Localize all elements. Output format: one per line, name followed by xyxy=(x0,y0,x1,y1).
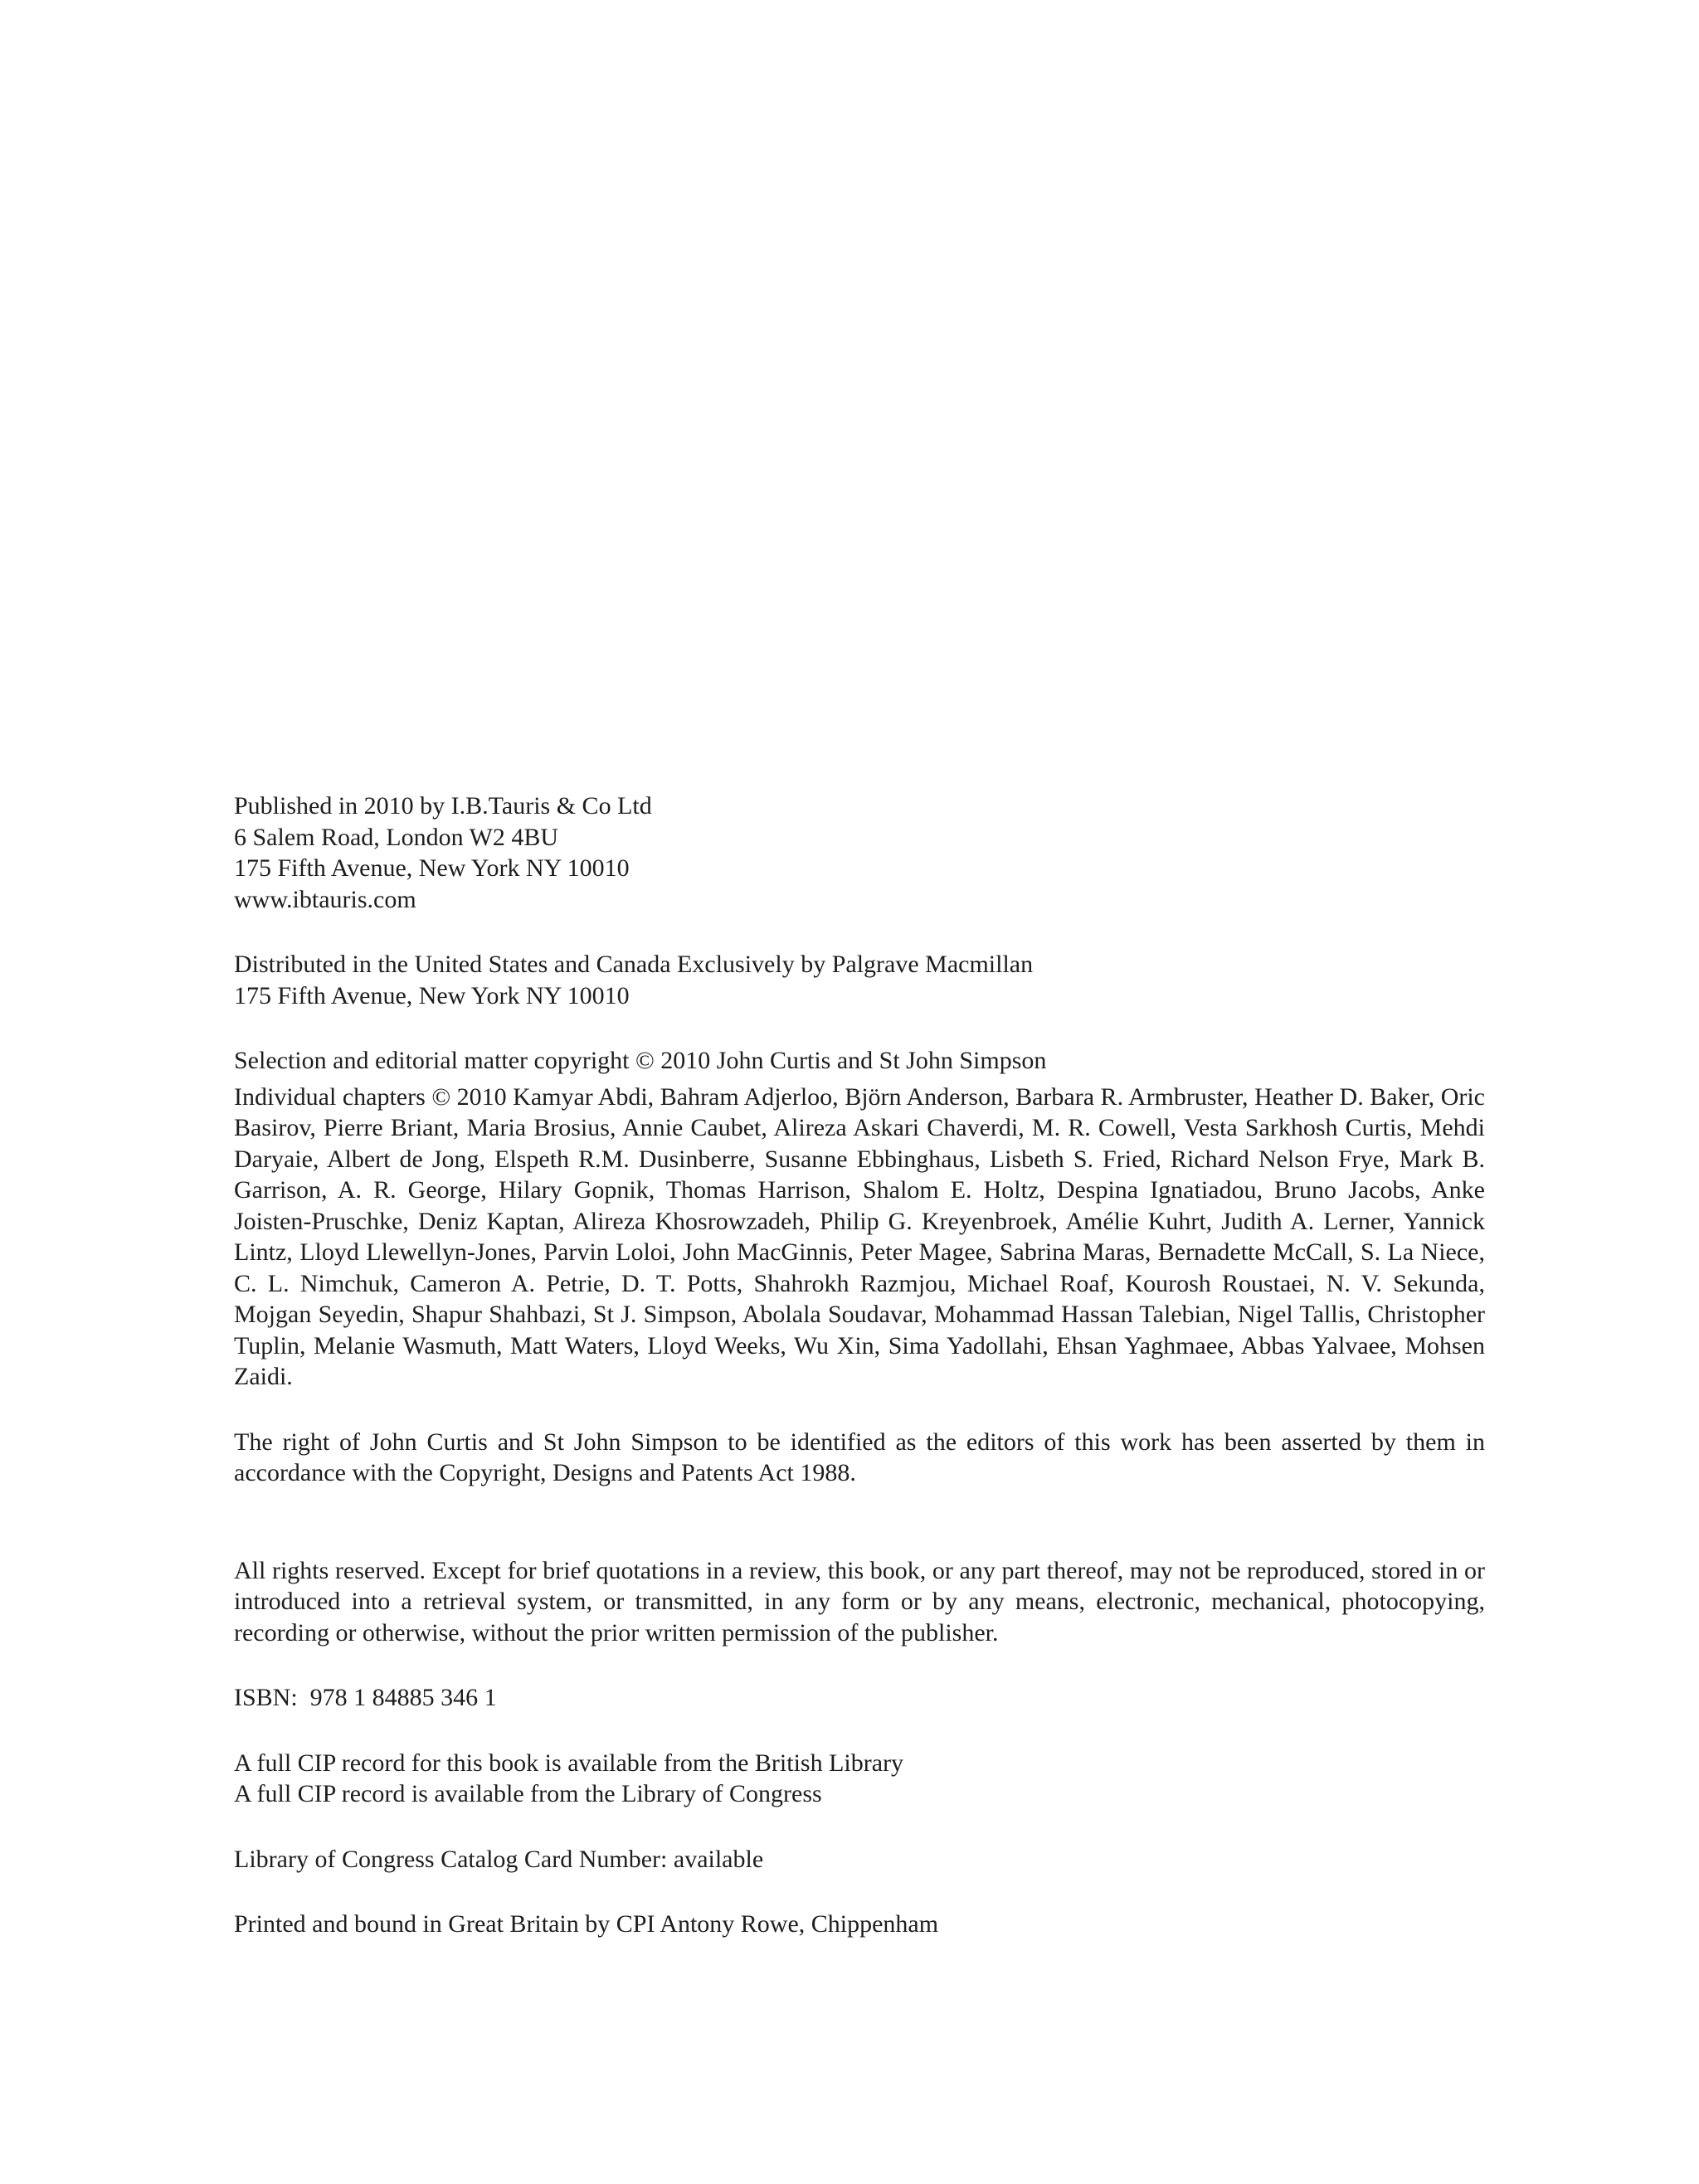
chapters-copyright: Individual chapters © 2010 Kamyar Abdi, Bahram Adjerloo, Björn Anderson, Barbara R. Armbruster, Heather D. Baker, Oric Basirov, Pierre Briant, Maria Brosius, Annie Caubet, Alireza Askari Chaverdi, M. R. Cowell, Vesta Sarkhosh Curtis, Mehdi Daryaie, Albert de Jong, Elspeth R.M. Dusinberre, Susanne Ebbinghaus, Lisbeth S. Fried, Richard Nelson Frye, Mark B. Garrison, A. R. George, Hilary Gopnik, Thomas Harrison, Shalom E. Holtz, Despina Ignatiadou, Bruno Jacobs, Anke Joisten-Pruschke, Deniz Kaptan, Alireza Khosrowzadeh, Philip G. Kreyenbroek, Amélie Kuhrt, Judith A. Lerner, Yannick Lintz, Lloyd Llewellyn-Jones, Parvin Loloi, John MacGinnis, Peter Magee, Sabrina Maras, Bernadette McCall, S. La Niece, C. L. Nimchuk, Cameron A. Petrie, D. T. Potts, Shahrokh Razmjou, Michael Roaf, Kourosh Roustaei, N. V. Sekunda, Mojgan Seyedin, Shapur Shahbazi, St J. Simpson, Abolala Soudavar, Mohammad Hassan Talebian, Nigel Tallis, Christopher Tuplin, Melanie Wasmuth, Matt Waters, Lloyd Weeks, Wu Xin, Sima Yadollahi, Ehsan Yaghmaee, Abbas Yalvaee, Mohsen Zaidi. xyxy=(234,1082,1485,1390)
rights-reserved-statement: All rights reserved. Except for brief quotations in a review, this book, or any part thereof, may not be reproduced, stored in or introduced into a retrieval system, or transmitted, in any form or by any means, electronic, mechanical, photocopying, recording or otherwise, without the prior written permission of the publisher. xyxy=(234,1556,1485,1647)
cip-library-of-congress: A full CIP record is available from the Library of Congress xyxy=(234,1780,822,1807)
loc-card-number: Library of Congress Catalog Card Number: available xyxy=(234,1845,764,1873)
publisher-line: Published in 2010 by I.B.Tauris & Co Ltd xyxy=(234,792,652,820)
cip-british-library: A full CIP record for this book is available from the British Library xyxy=(234,1749,904,1777)
imprint-block xyxy=(234,790,1485,1940)
loc-catalog xyxy=(234,1844,1485,1875)
publisher-website: www.ibtauris.com xyxy=(234,885,416,913)
distribution-address: 175 Fifth Avenue, New York NY 10010 xyxy=(234,981,630,1009)
isbn-line: ISBN: 978 1 84885 346 1 xyxy=(234,1684,497,1711)
printer-line: Printed and bound in Great Britain by CPI Antony Rowe, Chippenham xyxy=(234,1910,939,1938)
publisher-address-us: 175 Fifth Avenue, New York NY 10010 xyxy=(234,854,630,882)
cip-records xyxy=(234,1748,1485,1810)
moral-rights-statement: The right of John Curtis and St John Simpson to be identified as the editors of this work has been asserted by them in accordance with the Copyright, Designs and Patents Act 1988. xyxy=(234,1428,1485,1486)
publisher-info xyxy=(234,790,1485,915)
printer-info xyxy=(234,1909,1485,1940)
distribution-info xyxy=(234,949,1485,1011)
publisher-address-uk: 6 Salem Road, London W2 4BU xyxy=(234,823,559,851)
copyright-info xyxy=(234,1045,1485,1393)
isbn xyxy=(234,1682,1485,1714)
distribution-line: Distributed in the United States and Canada Exclusively by Palgrave Macmillan xyxy=(234,951,1034,978)
selection-copyright: Selection and editorial matter copyright © 2010 John Curtis and St John Simpson xyxy=(234,1047,1047,1074)
